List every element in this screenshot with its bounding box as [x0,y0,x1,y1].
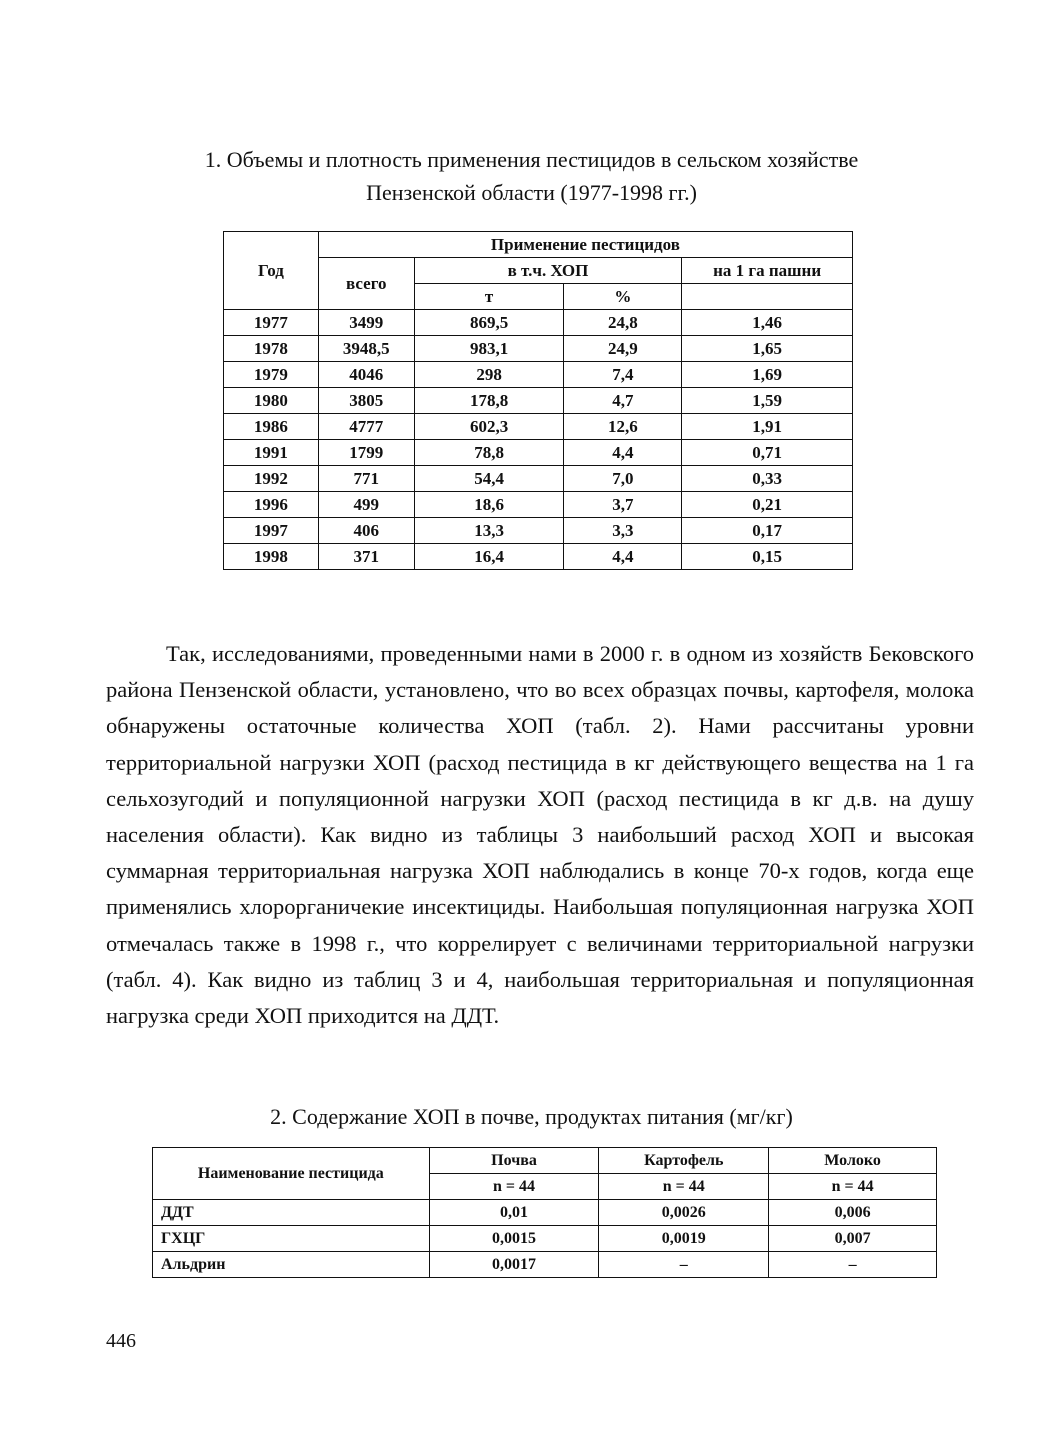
header-n-milk: n = 44 [769,1174,937,1200]
table-cell: 0,007 [769,1226,937,1252]
header-incl-hop: в т.ч. ХОП [414,258,682,284]
pesticide-usage-rows [224,310,853,570]
table-cell: 1,65 [682,336,853,362]
header-pesticide-name: Наименование пестицида [153,1148,430,1200]
table-cell: – [769,1252,937,1278]
table-row [224,466,853,492]
table-cell: 1,69 [682,362,853,388]
table-cell: 1,46 [682,310,853,336]
header-t: т [414,284,564,310]
table-cell: 1978 [224,336,319,362]
pesticide-usage-table [223,231,853,570]
table-cell: 771 [318,466,414,492]
table-cell: Альдрин [153,1252,430,1278]
table-cell: 4777 [318,414,414,440]
table-cell: 0,15 [682,544,853,570]
header-soil: Почва [429,1148,599,1174]
table1-caption-line1: 1. Объемы и плотность применения пестицидов в сельском хозяйстве [204,147,859,172]
body-paragraph: Так, исследованиями, проведенными нами в 2000 г. в одном из хозяйств Бековского района Пензенской области, установлено, что во всех образцах почвы, картофеля, молока обнаружены остаточные количества ХОП (табл. 2). Нами рассчитаны уровни территориальной нагрузки ХОП (расход пестицида в кг действующего вещества на 1 га сельхозугодий и популяционной нагрузки ХОП (расход пестицида в кг д.в. на душу населения области). Как видно из таблицы 3 наибольший расход ХОП и высокая суммарная территориальная нагрузка ХОП наблюдались в конце 70-х годов, когда еще применялись хлорорганичекие инсектициды. Наибольшая популяционная нагрузка ХОП отмечалась также в 1998 г., что коррелирует с величинами территориальной нагрузки (табл. 4). Как видно из таблиц 3 и 4, наибольшая территориальная и популяционная нагрузка среди ХОП приходится на ДДТ. [106,641,974,1029]
table-cell: 869,5 [414,310,564,336]
table-cell: 1998 [224,544,319,570]
table-cell: 499 [318,492,414,518]
table-cell: 602,3 [414,414,564,440]
table-cell: 3,7 [564,492,682,518]
table-cell: 406 [318,518,414,544]
table-cell: 3499 [318,310,414,336]
table-cell: 1,59 [682,388,853,414]
page-number: 446 [106,1330,136,1352]
table-cell: 7,0 [564,466,682,492]
table-cell: 0,006 [769,1200,937,1226]
table-row [224,440,853,466]
table-cell: 1992 [224,466,319,492]
table-cell: 3805 [318,388,414,414]
table-cell: 1986 [224,414,319,440]
table-cell: 7,4 [564,362,682,388]
table-cell: 0,21 [682,492,853,518]
table-row [224,310,853,336]
table-cell: 24,9 [564,336,682,362]
table1-caption [0,143,1063,209]
header-n-potato: n = 44 [599,1174,769,1200]
table-row [224,518,853,544]
header-total: всего [318,258,414,310]
table-cell: 0,17 [682,518,853,544]
table-cell: 1996 [224,492,319,518]
table-row [224,544,853,570]
table-row [224,362,853,388]
table-cell: 4046 [318,362,414,388]
hop-content-rows [153,1200,937,1278]
table-cell: 298 [414,362,564,388]
table-cell: 1980 [224,388,319,414]
table-row [153,1226,937,1252]
table-cell: 1799 [318,440,414,466]
table-cell: ДДТ [153,1200,430,1226]
header-empty [682,284,853,310]
table-cell: 0,0017 [429,1252,599,1278]
header-application: Применение пестицидов [318,232,852,258]
table1-caption-line2: Пензенской области (1977-1998 гг.) [366,180,697,205]
table-cell: 13,3 [414,518,564,544]
table-cell: 0,0015 [429,1226,599,1252]
table-cell: 1977 [224,310,319,336]
table-cell: 54,4 [414,466,564,492]
table-row [224,336,853,362]
table-cell: 983,1 [414,336,564,362]
table-cell: 0,0019 [599,1226,769,1252]
table-row [153,1200,937,1226]
table-cell: 18,6 [414,492,564,518]
table-cell: 0,01 [429,1200,599,1226]
header-pct: % [564,284,682,310]
table-cell: 1,91 [682,414,853,440]
table-cell: 0,71 [682,440,853,466]
header-potato: Картофель [599,1148,769,1174]
header-n-soil: n = 44 [429,1174,599,1200]
table-row [153,1252,937,1278]
table-cell: 371 [318,544,414,570]
table-cell: 3948,5 [318,336,414,362]
table-cell: 16,4 [414,544,564,570]
table-cell: 12,6 [564,414,682,440]
table-cell: 0,33 [682,466,853,492]
table-row [224,492,853,518]
table-cell: 4,4 [564,544,682,570]
table-cell: 1991 [224,440,319,466]
header-per-ha: на 1 га пашни [682,258,853,284]
table-cell: 78,8 [414,440,564,466]
table-cell: 0,0026 [599,1200,769,1226]
table-cell: 178,8 [414,388,564,414]
hop-content-table [152,1147,937,1278]
table-cell: 1979 [224,362,319,388]
header-year: Год [224,232,319,310]
table-row [224,414,853,440]
table2-caption: 2. Содержание ХОП в почве, продуктах питания (мг/кг) [270,1104,793,1129]
table-cell: 4,7 [564,388,682,414]
table-cell: 3,3 [564,518,682,544]
table-row [224,388,853,414]
table-cell: 24,8 [564,310,682,336]
header-milk: Молоко [769,1148,937,1174]
table-cell: 4,4 [564,440,682,466]
table-cell: ГХЦГ [153,1226,430,1252]
table-cell: – [599,1252,769,1278]
table-cell: 1997 [224,518,319,544]
